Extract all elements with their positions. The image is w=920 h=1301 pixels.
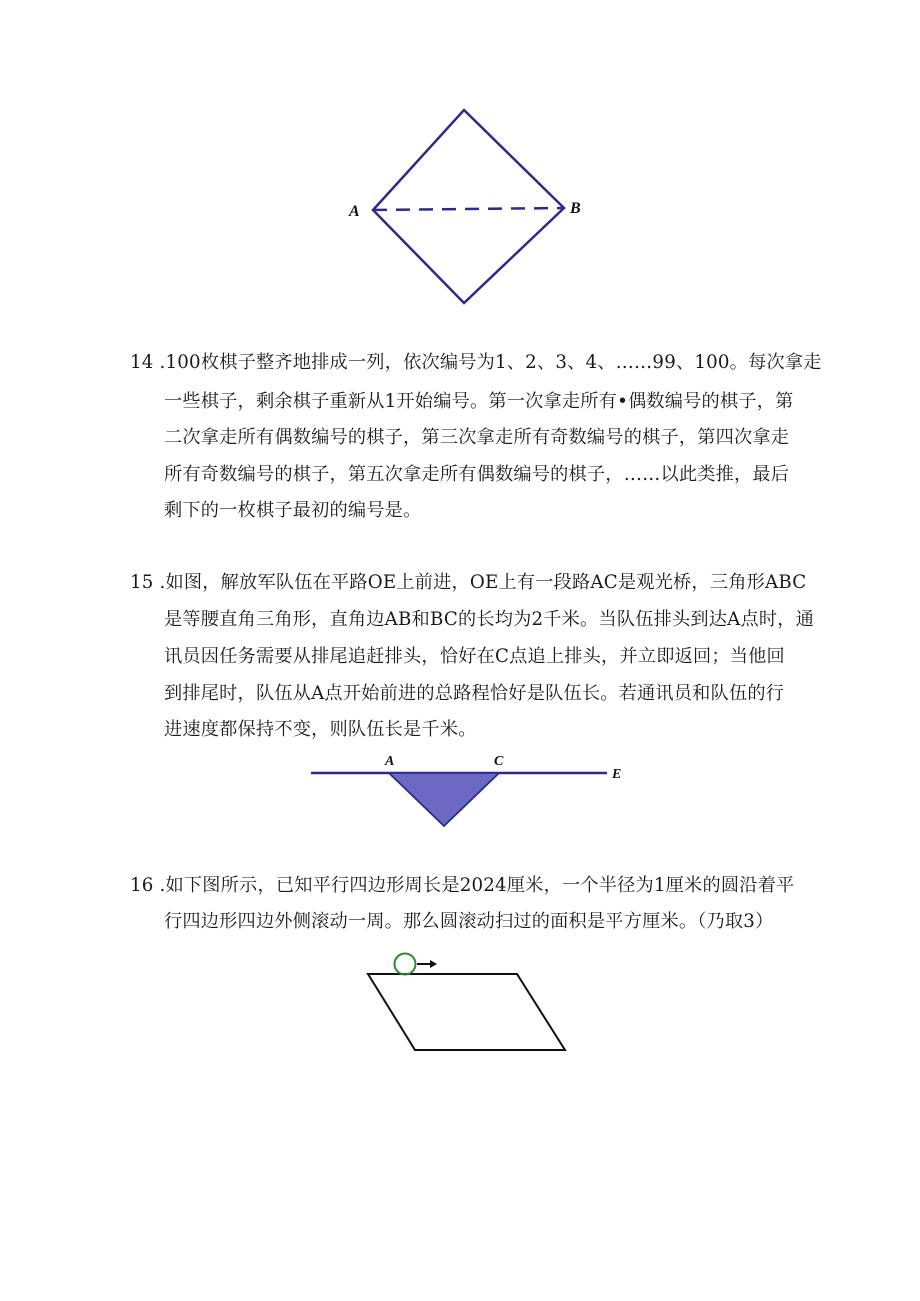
parallelogram-outline [368,974,565,1050]
problem-16-line-1: 16 .如下图所示，已知平行四边形周长是2024厘米，一个半径为1厘米的圆沿着平 [130,875,795,896]
square-outline [373,110,564,303]
direction-arrow-icon [430,960,437,968]
problem-15-line-4: 到排尾时，队伍从A点开始前进的总路程恰好是队伍长。若通讯员和队伍的行 [164,683,785,704]
label-a: A [385,754,395,769]
triangle-abc [389,773,499,826]
parallelogram-circle-figure [355,948,580,1060]
problem-16-line-2: 行四边形四边外侧滚动一周。那么圆滚动扫过的面积是平方厘米。（乃取3） [164,911,774,932]
road-triangle-figure [305,748,635,833]
problem-15-line-5: 进速度都保持不变，则队伍长是千米。 [164,719,477,740]
label-e: E [612,767,622,782]
problem-14-line-4: 所有奇数编号的棋子，第五次拿走所有偶数编号的棋子，……以此类推，最后 [164,464,790,485]
square-diagonal-figure [340,100,600,315]
dashed-diagonal-ab [373,208,564,210]
problem-14-line-1: 14 .100枚棋子整齐地排成一列，依次编号为1、2、3、4、……99、100。每次拿走 [130,352,822,373]
label-b: B [570,200,581,217]
label-a: A [349,203,360,220]
label-c: C [494,754,504,769]
problem-14-line-2: 一些棋子，剩余棋子重新从1开始编号。第一次拿走所有•偶数编号的棋子，第 [164,391,794,412]
problem-14-line-5: 剩下的一枚棋子最初的编号是。 [164,500,422,521]
problem-15-line-3: 讯员因任务需要从排尾追赶排头，恰好在C点追上排头，并立即返回；当他回 [164,646,785,667]
problem-15-line-2: 是等腰直角三角形，直角边AB和BC的长均为2千米。当队伍排头到达A点时，通 [164,609,815,630]
rolling-circle [395,954,416,975]
problem-15-line-1: 15 .如图，解放军队伍在平路OE上前进，OE上有一段路AC是观光桥，三角形ABC [130,572,807,593]
problem-14-line-3: 二次拿走所有偶数编号的棋子，第三次拿走所有奇数编号的棋子，第四次拿走 [164,427,790,448]
